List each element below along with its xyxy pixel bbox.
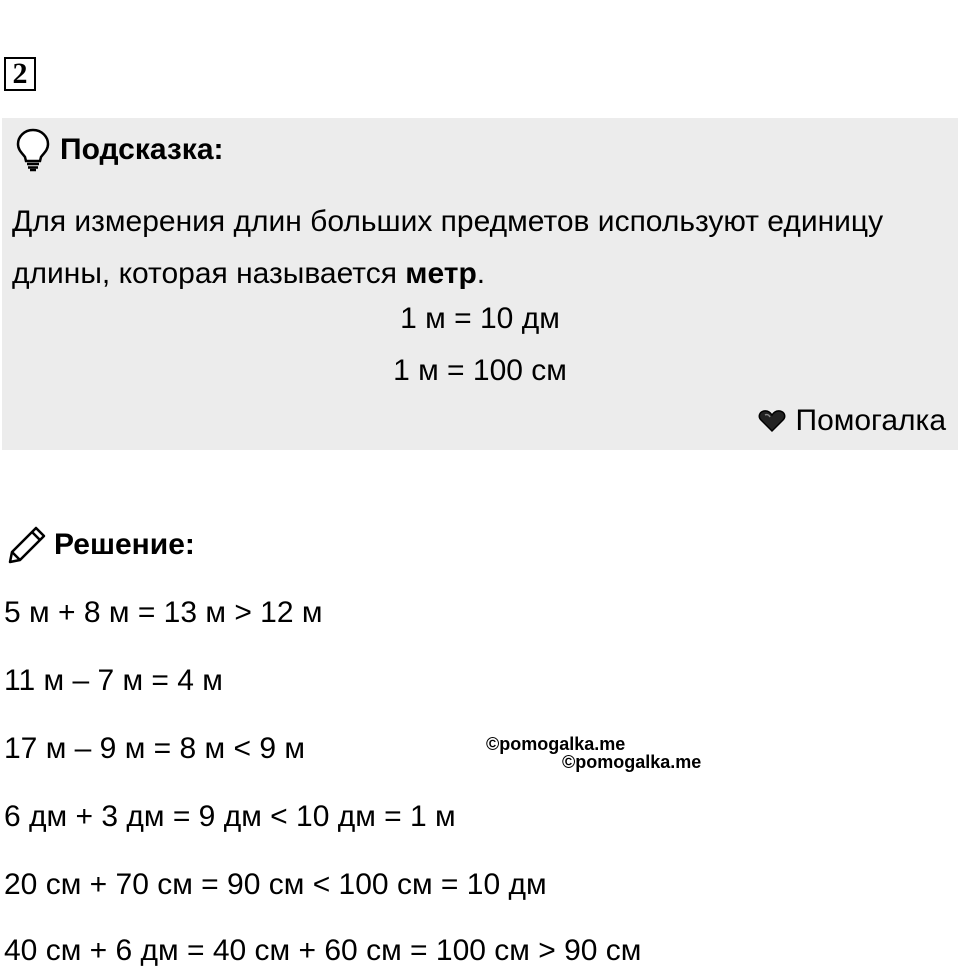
- solution-line: 40 см + 6 дм = 40 см + 60 см = 100 см > 90 см: [4, 934, 642, 967]
- watermark: ©pomogalka.me: [562, 752, 702, 772]
- solution-line: 20 см + 70 см = 90 см < 100 см = 10 дм: [4, 868, 547, 901]
- solution-line: 5 м + 8 м = 13 м > 12 м: [4, 596, 323, 629]
- task-number: 2: [4, 57, 36, 91]
- pencil-icon: [6, 524, 48, 566]
- brand: [758, 404, 947, 438]
- hint-text: [12, 196, 942, 300]
- formula-meter-centimeter: 1 м = 100 см: [393, 354, 567, 387]
- hint-text-bold: метр: [405, 257, 477, 290]
- hint-header: [16, 128, 224, 172]
- hint-title: Подсказка:: [60, 133, 224, 166]
- hint-text-part2: .: [476, 257, 486, 290]
- formula-meter-decimeter: 1 м = 10 дм: [400, 302, 560, 335]
- brand-label: Помогалка: [795, 404, 946, 437]
- solution-line: 17 м – 9 м = 8 м < 9 м: [4, 732, 305, 765]
- hint-text-part1: Для измерения длин больших предметов используют единицу длины, которая называется: [12, 205, 884, 290]
- solution-title: Решение:: [54, 528, 195, 561]
- solution-line: 11 м – 7 м = 4 м: [4, 664, 223, 697]
- heart-icon: [758, 409, 786, 433]
- solution-header: [6, 524, 195, 566]
- lightbulb-icon: [16, 128, 50, 172]
- solution-line: 6 дм + 3 дм = 9 дм < 10 дм = 1 м: [4, 800, 456, 833]
- watermark: ©pomogalka.me: [486, 734, 626, 754]
- hint-box: [2, 118, 958, 450]
